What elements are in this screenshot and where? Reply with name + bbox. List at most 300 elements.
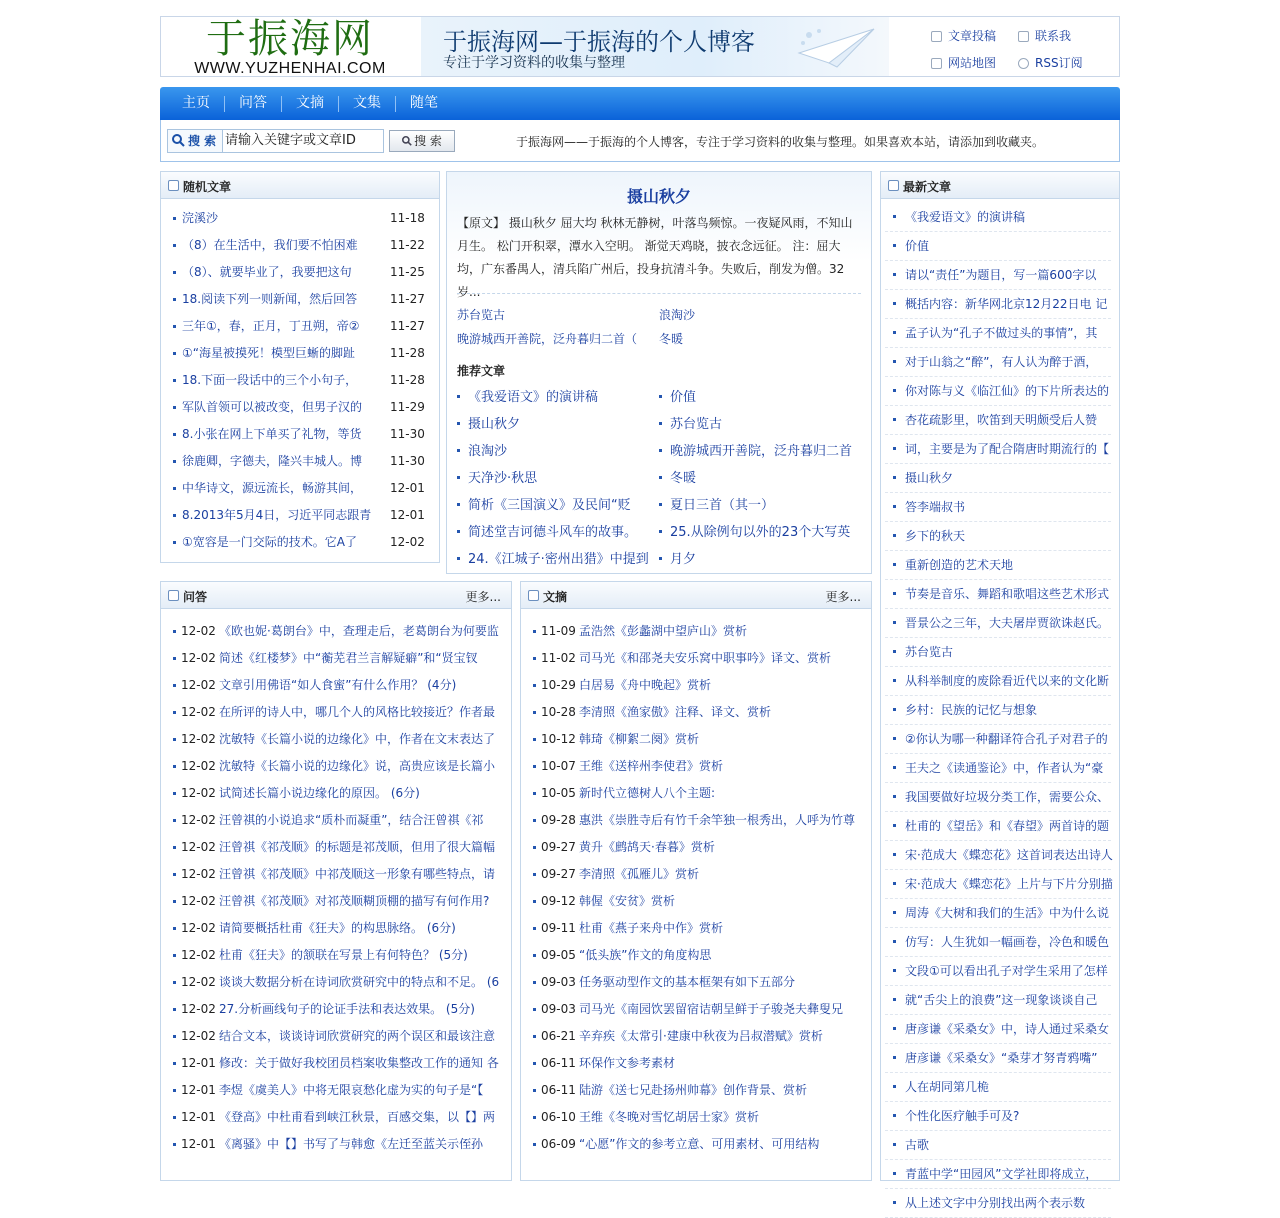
digest-item[interactable] [521,1077,871,1104]
contact-link[interactable]: 联系我 [1018,27,1071,44]
item-link[interactable]: 惠洪《崇胜寺后有竹千余竿独一根秀出，人呼为竹尊 [579,813,856,827]
bullet-icon [533,819,536,822]
item-link[interactable]: “低头族”作文的角度构思 [579,948,712,962]
item-link[interactable]: 杜甫《燕子来舟中作》赏析 [579,921,724,935]
qa-item[interactable] [161,1131,511,1158]
nav-collection[interactable]: 文集 [353,95,381,111]
item-link[interactable]: 杜甫的《望岳》和《春望》两首诗的题 [905,819,1110,833]
item-link[interactable]: 《离骚》中【】书写了与韩愈《左迁至蓝关示侄孙 [219,1137,484,1151]
latest-article-item[interactable] [885,870,1111,899]
item-link[interactable]: 仿写：人生犹如一幅画卷，冷色和暖色 [905,935,1110,949]
bullet-icon [893,1085,896,1088]
bullet-icon [533,792,536,795]
item-link[interactable]: 《我爱语文》的演讲稿 [905,210,1026,224]
bullet-icon [893,853,896,856]
random-article-item[interactable] [161,340,439,367]
bullet-icon [659,476,662,479]
bullet-icon [893,418,896,421]
latest-article-item[interactable] [885,783,1111,812]
bullet-icon [533,1116,536,1119]
latest-article-item[interactable] [885,609,1111,638]
digest-item[interactable] [521,888,871,915]
item-date: 10-29 [541,678,576,692]
item-link[interactable]: 环保作文参考素材 [579,1056,676,1070]
digest-item[interactable] [521,861,871,888]
latest-article-item[interactable] [885,551,1111,580]
recommend-link[interactable] [659,519,859,546]
item-link[interactable]: 宋·范成大《蝶恋花》上片与下片分别描 [905,877,1113,891]
item-link[interactable]: ①宽容是一门交际的技术。它A了 [182,535,357,549]
item-link[interactable]: 汪曾祺《祁茂顺》对祁茂顺糊顶棚的描写有何作用? [219,894,490,908]
digest-item[interactable] [521,645,871,672]
item-link[interactable]: 孟浩然《彭蠡湖中望庐山》赏析 [579,624,748,638]
recommend-link[interactable] [659,465,859,492]
panel-header [161,172,439,199]
digest-item[interactable] [521,780,871,807]
sitemap-link[interactable]: 网站地图 [931,54,996,71]
recommend-label: 浪淘沙 [468,444,508,459]
item-link[interactable]: 个性化医疗触手可及? [905,1109,1020,1123]
bullet-icon [173,541,176,544]
item-link[interactable]: 司马光《和邵尧夫安乐窝中职事吟》译文、赏析 [579,651,832,665]
qa-item[interactable] [161,996,511,1023]
latest-article-item[interactable] [885,986,1111,1015]
item-link[interactable]: 8.2013年5月4日，习近平同志跟青 [182,508,372,522]
qa-item[interactable] [161,1104,511,1131]
qa-item[interactable] [161,942,511,969]
latest-article-item[interactable] [885,522,1111,551]
item-link[interactable]: 文段①可以看出孔子对学生采用了怎样 [905,964,1108,978]
recommend-link[interactable] [457,519,653,546]
bullet-icon [893,795,896,798]
qa-item[interactable] [161,1050,511,1077]
bullet-icon [173,1062,176,1065]
article-excerpt: 【原文】 摄山秋夕 屈大均 秋林无静树，叶落鸟频惊。一夜疑风雨，不知山月生。 松门开积翠，潭水入空明。 渐觉天鸡晓，披衣念远征。 注：屈大均，广东番禺人，清兵陷广州后，投身抗清斗争。失败后，削发为僧。32岁... [457,216,853,299]
item-link[interactable]: 《登高》中杜甫看到峡江秋景，百感交集，以【】两 [219,1110,496,1124]
recommend-link[interactable] [659,492,859,519]
item-link[interactable]: 古歌 [905,1138,930,1152]
item-link[interactable]: 中华诗文，源远流长，畅游其间， [182,481,363,495]
bullet-icon [173,765,176,768]
latest-article-item[interactable] [885,667,1111,696]
latest-article-item[interactable] [885,1131,1111,1160]
recommend-link[interactable] [457,492,653,519]
item-date: 06-21 [541,1029,576,1043]
bullet-icon [533,684,536,687]
qa-item[interactable] [161,1023,511,1050]
qa-item[interactable] [161,969,511,996]
item-link[interactable]: 你对陈与义《临江仙》的下片所表达的 [905,384,1110,398]
item-date: 12-02 [390,535,425,549]
article-title[interactable]: 摄山秋夕 [626,187,691,206]
item-link[interactable]: 辛弃疾《太常引·建康中秋夜为吕叔潜赋》赏析 [579,1029,823,1043]
random-article-item[interactable] [161,313,439,340]
bullet-icon [457,476,460,479]
latest-article-item[interactable] [885,348,1111,377]
random-article-item[interactable] [161,205,439,232]
item-link[interactable]: 白居易《舟中晚起》赏析 [579,678,712,692]
recommend-link[interactable] [457,384,653,411]
random-article-item[interactable] [161,232,439,259]
bullet-icon [533,630,536,633]
item-date: 09-03 [541,1002,576,1016]
bullet-icon [173,657,176,660]
item-link[interactable]: 军队首领可以被改变，但男子汉的 [182,400,363,414]
digest-item[interactable] [521,807,871,834]
related-link[interactable]: 晚游城西开善院，泛舟暮归二首（ [457,332,638,346]
bullet-icon [893,766,896,769]
random-article-item[interactable] [161,448,439,475]
qa-item[interactable] [161,672,511,699]
bullet-icon [457,530,460,533]
item-link[interactable]: “心愿”作文的参考立意、可用素材、可用结构 [579,1137,820,1151]
item-link[interactable]: 杏花疏影里，吹笛到天明颇受后人赞 [905,413,1098,427]
qa-item[interactable] [161,645,511,672]
random-article-item[interactable] [161,421,439,448]
item-link[interactable]: 沈敏特《长篇小说的边缘化》中，作者在文末表达了 [219,732,496,746]
bullet-icon [893,708,896,711]
item-link[interactable]: 人在胡同第几桅 [905,1080,990,1094]
item-link[interactable]: 节奏是音乐、舞蹈和歌唱这些艺术形式 [905,587,1110,601]
item-link[interactable]: 王维《冬晚对雪忆胡居士家》赏析 [579,1110,760,1124]
bullet-icon [533,738,536,741]
latest-article-item[interactable] [885,1102,1111,1131]
digest-item[interactable] [521,834,871,861]
item-link[interactable]: （8）、就要毕业了，我要把这句 [182,265,352,279]
item-link[interactable]: 李清照《渔家傲》注释、译文、赏析 [579,705,772,719]
chat-icon [1018,31,1029,42]
item-link[interactable]: 周涛《大树和我们的生活》中为什么说 [905,906,1110,920]
panel-title: 随机文章 [183,180,232,194]
nav-home[interactable]: 主页 [182,95,210,111]
latest-article-item[interactable] [885,638,1111,667]
item-link[interactable]: 汪曾祺《祁茂顺》的标题是祁茂顺，但用了很大篇幅 [219,840,496,854]
item-link[interactable]: 18.下面一段话中的三个小句子， [182,373,358,387]
bullet-icon [533,657,536,660]
item-link[interactable]: 晋景公之三年，大夫屠岸贾欲诛赵氏。 [905,616,1110,630]
digest-item[interactable] [521,726,871,753]
recommend-link[interactable] [457,465,653,492]
item-link[interactable]: 文章引用佛语“如人食蜜”有什么作用？ (4分) [219,678,457,692]
panel-title: 问答 [183,590,208,604]
logo-domain: WWW.YUZHENHAI.COM [194,60,386,77]
qa-item[interactable] [161,861,511,888]
item-link[interactable]: 修改：关于做好我校团员档案收集整改工作的通知 各 [219,1056,499,1070]
latest-article-item[interactable] [885,725,1111,754]
item-link[interactable]: 谈谈大数据分析在诗词欣赏研究中的特点和不足。 (6 [219,975,500,989]
random-article-item[interactable] [161,367,439,394]
recommend-label: 25.从除例句以外的23个大写英 [670,525,851,540]
qa-item[interactable] [161,834,511,861]
nav-digest[interactable]: 文摘 [296,95,324,111]
bullet-icon [173,630,176,633]
submit-article-link[interactable]: 文章投稿 [931,27,996,44]
item-link[interactable]: 李煜《虞美人》中将无限哀愁化虚为实的句子是“【 [219,1083,484,1097]
item-link[interactable]: 《欧也妮·葛朗台》中，查理走后，老葛朗台为何要监 [219,624,499,638]
rss-icon [1018,58,1029,69]
bullet-icon [173,460,176,463]
digest-item[interactable] [521,1050,871,1077]
latest-article-item[interactable] [885,435,1111,464]
latest-article-item[interactable] [885,319,1111,348]
digest-item[interactable] [521,1131,871,1158]
item-date: 09-27 [541,867,576,881]
related-link[interactable]: 冬暖 [659,332,684,346]
bullet-icon [457,422,460,425]
bullet-icon [893,331,896,334]
search-button[interactable]: 搜 索 [389,130,455,152]
item-link[interactable]: 词，主要是为了配合隋唐时期流行的【 [905,442,1110,456]
qa-item[interactable] [161,915,511,942]
bullet-icon [457,449,460,452]
qa-item[interactable] [161,888,511,915]
random-article-item[interactable] [161,394,439,421]
random-article-item[interactable] [161,475,439,502]
latest-article-item[interactable] [885,1160,1111,1189]
item-link[interactable]: 我国要做好垃圾分类工作，需要公众、 [905,790,1110,804]
digest-item[interactable] [521,699,871,726]
qa-item[interactable] [161,807,511,834]
item-date: 06-09 [541,1137,576,1151]
bullet-icon [173,954,176,957]
item-link[interactable]: 王夫之《读通鉴论》中，作者认为“豪 [905,761,1104,775]
recommend-label: 冬暖 [670,471,697,486]
bullet-icon [893,1172,896,1175]
site-logo[interactable] [161,17,419,76]
digest-item[interactable] [521,915,871,942]
search-input[interactable]: 请输入关键字或文章ID [222,129,384,153]
item-link[interactable]: 试简述长篇小说边缘化的原因。 (6分) [219,786,420,800]
bullet-icon [893,447,896,450]
recommend-label: 天净沙·秋思 [468,471,538,486]
bullet-icon [173,1143,176,1146]
item-link[interactable]: 苏台览古 [905,645,954,659]
qa-item[interactable] [161,699,511,726]
item-link[interactable]: 李清照《孤雁儿》赏析 [579,867,700,881]
item-link[interactable]: 8.小张在网上下单买了礼物，等货 [182,427,362,441]
item-link[interactable]: 韩琦《柳絮二阕》赏析 [579,732,700,746]
bullet-icon [893,360,896,363]
item-date: 12-01 [181,1056,216,1070]
item-link[interactable]: 结合文本，谈谈诗词欣赏研究的两个误区和最该注意 [219,1029,496,1043]
digest-panel [520,581,872,1181]
bullet-icon [659,449,662,452]
digest-item[interactable] [521,969,871,996]
nav-essay[interactable]: 随笔 [410,95,438,111]
item-link[interactable]: 新时代立德树人八个主题: [579,786,716,800]
item-date: 12-01 [181,1137,216,1151]
recommend-link[interactable] [659,438,859,465]
item-link[interactable]: 黄升《鹧鸪天·春暮》赏析 [579,840,715,854]
latest-article-item[interactable] [885,290,1111,319]
item-link[interactable]: 孟子认为“孔子不做过头的事情”，其 [905,326,1098,340]
latest-article-item[interactable] [885,493,1111,522]
qa-panel [160,581,512,1181]
recommend-link[interactable] [659,411,859,438]
item-link[interactable]: 乡村：民族的记忆与想象 [905,703,1038,717]
item-link[interactable]: 答李端叔书 [905,500,966,514]
digest-more-link[interactable]: 更多... [825,590,861,604]
bullet-icon [893,1027,896,1030]
nav-qa[interactable]: 问答 [239,95,267,111]
item-link[interactable]: 沈敏特《长篇小说的边缘化》说，高贵应该是长篇小 [219,759,496,773]
bullet-icon [533,1143,536,1146]
item-date: 12-02 [181,894,216,908]
recommend-label: 夏日三首（其一） [670,498,775,513]
related-link[interactable]: 苏台览古 [457,308,506,322]
bullet-icon [457,557,460,560]
latest-article-item[interactable] [885,1189,1111,1218]
item-link[interactable]: 18.阅读下列一则新闻，然后回答 [182,292,358,306]
main-nav [160,87,1120,120]
qa-list [161,618,511,1158]
item-link[interactable]: 请简要概括杜甫《狂夫》的构思脉络。 (6分) [219,921,456,935]
item-link[interactable]: 汪曾祺《祁茂顺》中祁茂顺这一形象有哪些特点，请 [219,867,496,881]
random-articles-panel [160,171,440,563]
digest-item[interactable] [521,753,871,780]
bullet-icon [533,981,536,984]
item-link[interactable]: 任务驱动型作文的基本框架有如下五部分 [579,975,796,989]
latest-article-item[interactable] [885,1044,1111,1073]
latest-article-item[interactable] [885,1015,1111,1044]
digest-item[interactable] [521,618,871,645]
rss-link[interactable]: RSS订阅 [1018,54,1083,71]
item-link[interactable]: 陆游《送七兄赴扬州帅幕》创作背景、赏析 [579,1083,808,1097]
item-link[interactable]: 韩偓《安贫》赏析 [579,894,676,908]
banner-subtitle: 专注于学习资料的收集与整理 [443,55,625,71]
item-link[interactable]: 对于山翁之“醉”，有人认为醉于酒， [905,355,1098,369]
recommend-label: 《我爱语文》的演讲稿 [468,390,599,405]
bullet-icon [533,765,536,768]
document-icon [888,180,899,191]
item-link[interactable]: （8）在生活中，我们要不怕困难 [182,238,358,252]
bullet-icon [173,900,176,903]
latest-article-item[interactable] [885,841,1111,870]
digest-item[interactable] [521,1104,871,1131]
random-article-item[interactable] [161,502,439,529]
item-date: 12-02 [181,948,216,962]
latest-article-item[interactable] [885,464,1111,493]
latest-article-item[interactable] [885,580,1111,609]
item-link[interactable]: 杜甫《狂夫》的颔联在写景上有何特色？ (5分) [219,948,468,962]
item-link[interactable]: 浣溪沙 [182,211,219,225]
item-link[interactable]: 宋·范成大《蝶恋花》这首词表达出诗人 [905,848,1113,862]
bullet-icon [893,737,896,740]
qa-item[interactable] [161,780,511,807]
item-link[interactable]: 在所评的诗人中，哪几个人的风格比较接近？作者最 [219,705,496,719]
latest-article-item[interactable] [885,1073,1111,1102]
random-article-item[interactable] [161,529,439,556]
latest-article-item[interactable] [885,377,1111,406]
item-date: 09-12 [541,894,576,908]
recommend-link[interactable] [659,384,859,411]
header-banner [421,17,889,76]
latest-article-item[interactable] [885,928,1111,957]
item-link[interactable]: ②你认为哪一种翻译符合孔子对君子的 [905,732,1108,746]
digest-item[interactable] [521,942,871,969]
panel-header [521,582,871,609]
bullet-icon [457,503,460,506]
item-link[interactable]: 从科举制度的废除看近代以来的文化断 [905,674,1110,688]
item-date: 11-30 [390,454,425,468]
item-link[interactable]: 王维《送梓州李使君》赏析 [579,759,724,773]
item-link[interactable]: 汪曾祺的小说追求“质朴而凝重”，结合汪曾祺《祁 [219,813,484,827]
item-link[interactable]: 重新创造的艺术天地 [905,558,1014,572]
qa-item[interactable] [161,618,511,645]
random-article-item[interactable] [161,286,439,313]
item-link[interactable]: 请以“责任”为题目，写一篇600字以 [905,268,1097,282]
search-bar [160,120,1120,162]
bullet-icon [173,244,176,247]
latest-article-item[interactable] [885,232,1111,261]
qa-item[interactable] [161,753,511,780]
qa-item[interactable] [161,726,511,753]
latest-article-item[interactable] [885,406,1111,435]
digest-item[interactable] [521,672,871,699]
document-icon [168,180,179,191]
digest-list [521,618,871,1158]
item-link[interactable]: 就“舌尖上的浪费”这一现象谈谈自己 [905,993,1098,1007]
item-link[interactable]: 司马光《南园饮罢留宿诘朝呈鲜于子骏尧夫彝叟兄 [579,1002,844,1016]
item-link[interactable]: 乡下的秋天 [905,529,966,543]
bullet-icon [533,711,536,714]
item-link[interactable]: 三年①，春，正月，丁丑朔，帝② [182,319,360,333]
random-article-item[interactable] [161,259,439,286]
latest-article-item[interactable] [885,696,1111,725]
item-link[interactable]: 唐彦谦《采桑女》“桑芽才努青鸦嘴” [905,1051,1098,1065]
qa-item[interactable] [161,1077,511,1104]
recommend-link[interactable] [457,438,653,465]
latest-article-item[interactable] [885,957,1111,986]
item-date: 06-11 [541,1056,576,1070]
bullet-icon [533,954,536,957]
item-link[interactable]: 简述《红楼梦》中“蘅芜君兰言解疑癖”和“贤宝钗 [219,651,478,665]
item-date: 06-10 [541,1110,576,1124]
bullet-icon [893,911,896,914]
digest-item[interactable] [521,1023,871,1050]
item-link[interactable]: 从上述文字中分别找出两个表示数 [905,1196,1086,1210]
latest-articles-panel [880,171,1120,1210]
latest-article-item[interactable] [885,812,1111,841]
recommend-label: 价值 [670,390,697,405]
bullet-icon [173,1089,176,1092]
digest-item[interactable] [521,996,871,1023]
item-link[interactable]: 青蓝中学“田园风”文学社即将成立， [905,1167,1098,1181]
item-date: 12-02 [181,921,216,935]
bullet-icon [893,215,896,218]
latest-article-item[interactable] [885,261,1111,290]
item-link[interactable]: 摄山秋夕 [905,471,954,485]
item-link[interactable]: 概括内容：新华网北京12月22日电 记 [905,297,1108,311]
latest-article-item[interactable] [885,899,1111,928]
latest-article-item[interactable] [885,754,1111,783]
item-link[interactable]: 徐鹿卿，字德夫，隆兴丰城人。博 [182,454,363,468]
banner-title: 于振海网—于振海的个人博客 [443,28,755,56]
recommend-link[interactable] [457,546,653,573]
panel-title: 文摘 [543,590,568,604]
latest-article-item[interactable] [885,203,1111,232]
qa-more-link[interactable]: 更多... [465,590,501,604]
item-link[interactable]: 价值 [905,239,930,253]
item-link[interactable]: ①“海星被摸死！模型巨蜥的脚趾 [182,346,355,360]
related-link[interactable]: 浪淘沙 [659,308,696,322]
item-link[interactable]: 27.分析画线句子的论证手法和表达效果。 (5分) [219,1002,475,1016]
item-link[interactable]: 唐彦谦《采桑女》中，诗人通过采桑女 [905,1022,1110,1036]
paper-plane-icon [789,23,879,71]
recommend-link[interactable] [457,411,653,438]
recommend-label: 简析《三国演义》及民间“贬 [468,498,631,513]
recommend-link[interactable] [659,546,859,573]
